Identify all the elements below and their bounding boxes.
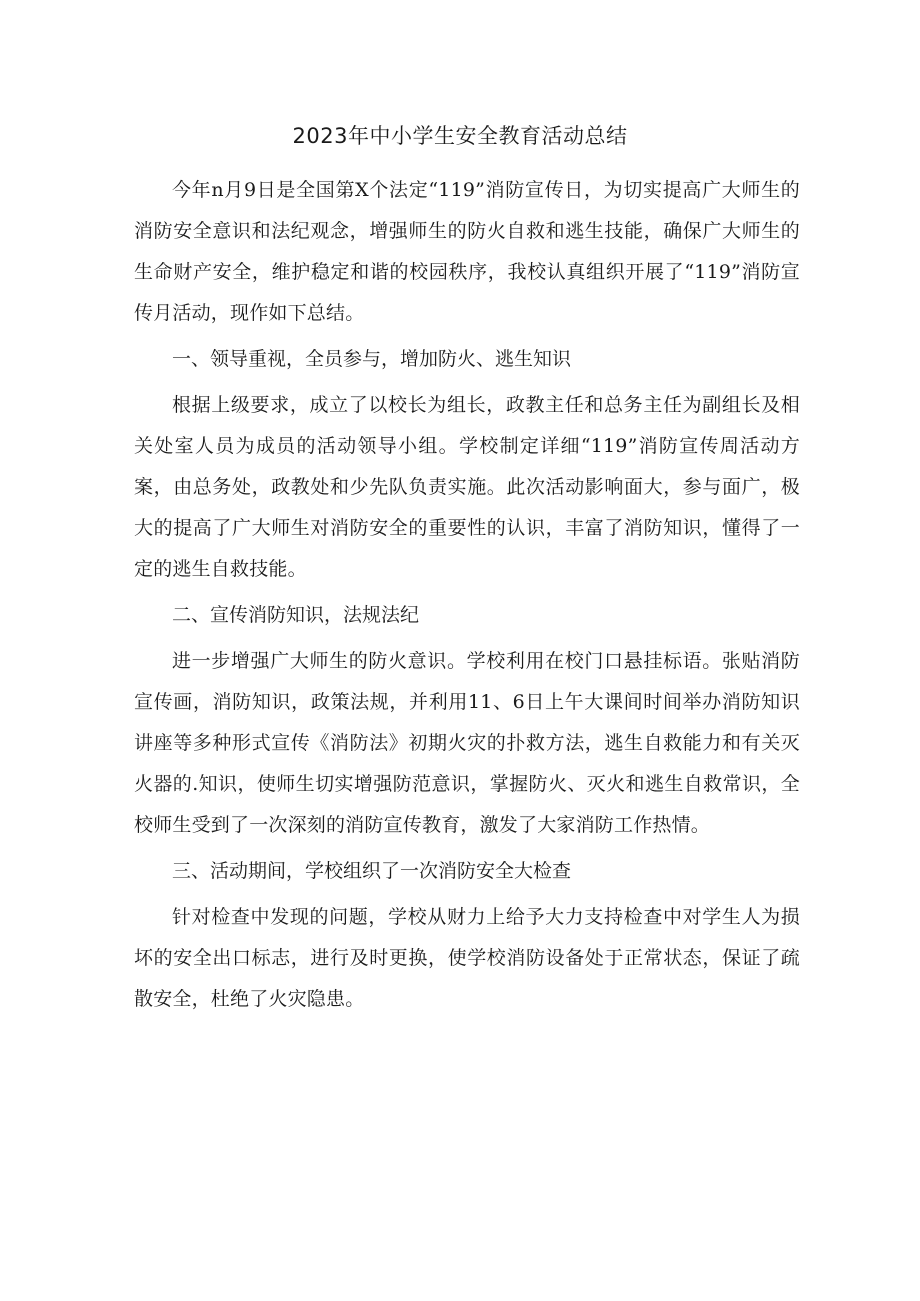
paragraph-section-1: 根据上级要求，成立了以校长为组长，政教主任和总务主任为副组长及相关处室人员为成员的活动领导小组。学校制定详细“119”消防宣传周活动方案，由总务处，政教处和少先队负责实施。此次活动影响面大，参与面广，极大的提高了广大师生对消防安全的重要性的认识，丰富了消防知识，懂得了一定的逃生自救技能。 xyxy=(134,394,800,580)
paragraph-section-3: 针对检查中发现的问题，学校从财力上给予大力支持检查中对学生人为损坏的安全出口标志，进行及时更换，使学校消防设备处于正常状态，保证了疏散安全，杜绝了火灾隐患。 xyxy=(134,906,800,1010)
paragraph-section-2: 进一步增强广大师生的防火意识。学校利用在校门口悬挂标语。张贴消防宣传画，消防知识，政策法规，并利用11、6日上午大课间时间举办消防知识讲座等多种形式宣传《消防法》初期火灾的扑救方法，逃生自救能力和有关灭火器的.知识，使师生切实增强防范意识，掌握防火、灭火和逃生自救常识，全校师生受到了一次深刻的消防宣传教育，激发了大家消防工作热情。 xyxy=(134,650,800,836)
section-heading-1: 一、领导重视，全员参与，增加防火、逃生知识 xyxy=(172,348,572,370)
document-body xyxy=(134,170,800,1025)
document-title: 2023年中小学生安全教育活动总结 xyxy=(292,124,628,148)
section-heading-3: 三、活动期间，学校组织了一次消防安全大检查 xyxy=(172,860,572,882)
section-heading-2: 二、宣传消防知识，法规法纪 xyxy=(172,604,420,626)
paragraph-intro: 今年n月9日是全国第X个法定“119”消防宣传日，为切实提高广大师生的消防安全意识和法纪观念，增强师生的防火自救和逃生技能，确保广大师生的生命财产安全，维护稳定和谐的校园秩序，我校认真组织开展了“119”消防宣传月活动，现作如下总结。 xyxy=(134,179,800,324)
